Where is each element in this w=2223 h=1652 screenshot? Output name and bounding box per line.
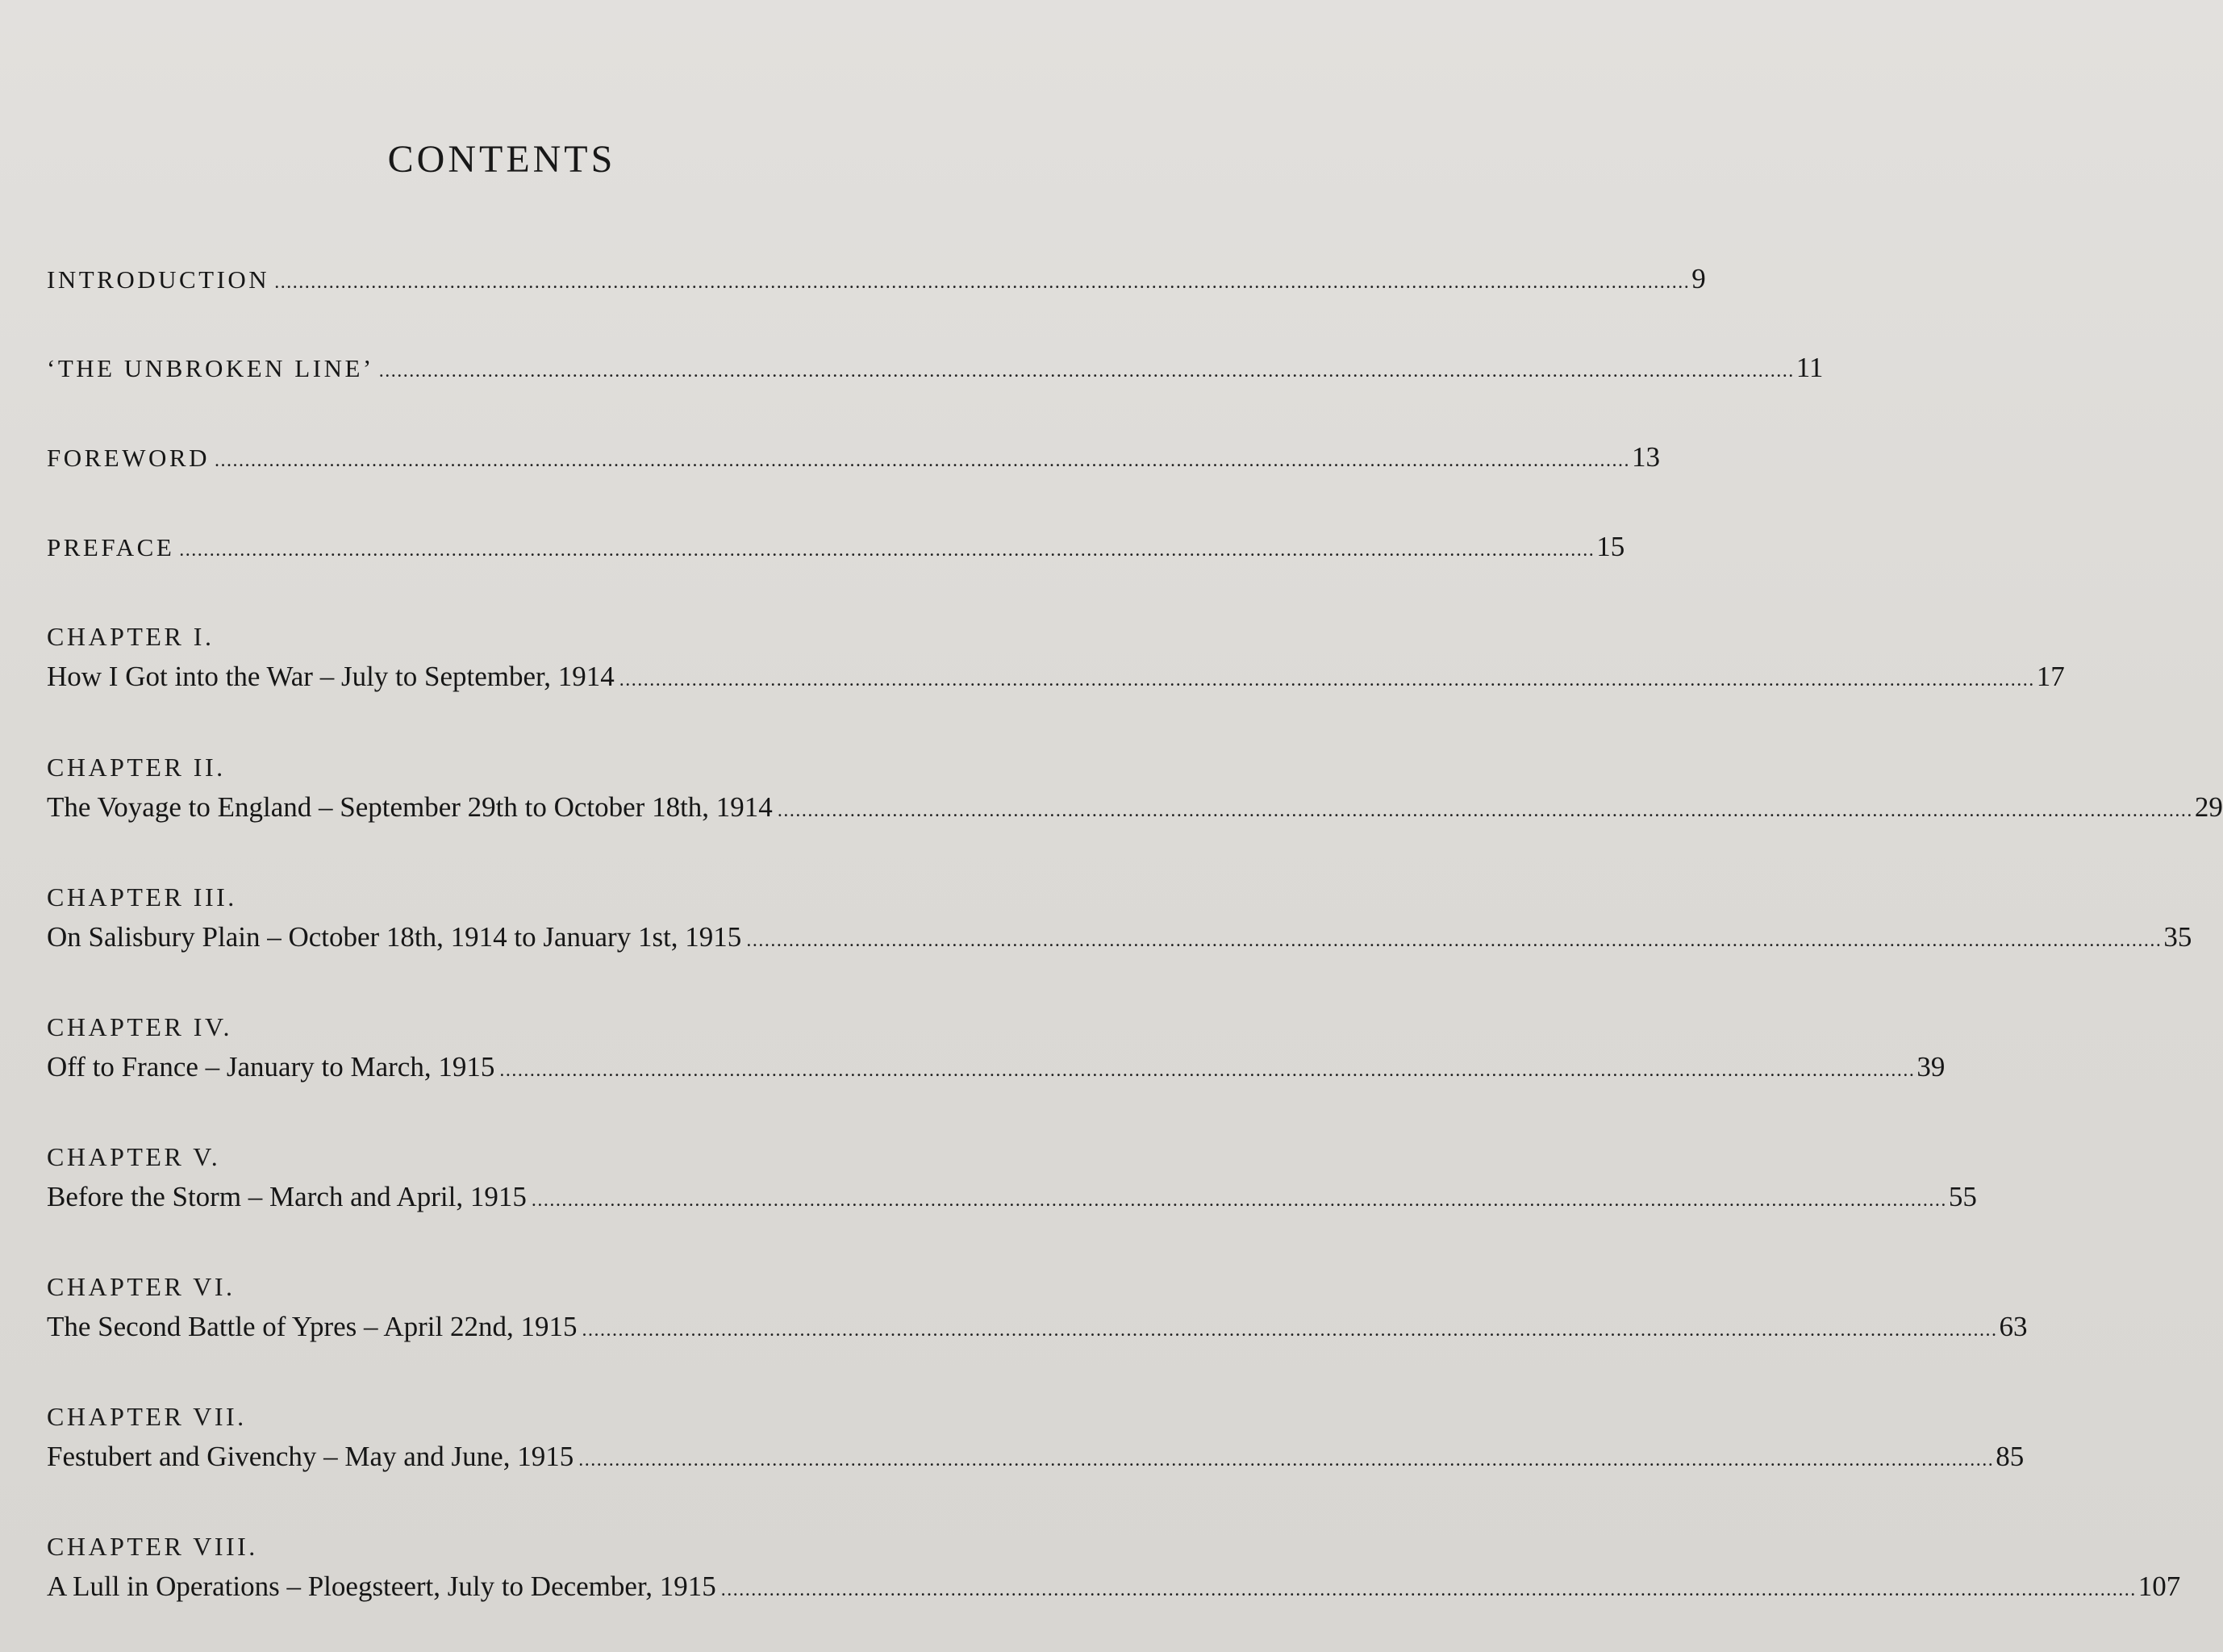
toc-line [47,1178,1977,1216]
page-number: 13 [1631,441,1660,473]
chapter-title: Festubert and Givenchy – May and June, 1915 [47,1441,574,1472]
page-number: 11 [1796,352,1824,383]
chapter-label: CHAPTER III. [47,882,237,912]
toc-line [47,438,1660,478]
dot-leader: .......................................................................................................................................................................................................................................... [531,1190,1947,1211]
toc-line [47,348,1824,388]
dot-leader: .......................................................................................................................................................................................................................................... [378,361,1795,382]
entry-title: FOREWORD [47,444,210,472]
dot-leader: .......................................................................................................................................................................................................................................... [274,272,1691,293]
toc-entry-chapter-6 [47,1270,2028,1346]
chapter-title: A Lull in Operations – Ploegsteert, July to December, 1915 [47,1571,716,1602]
toc-line [47,528,1625,567]
dot-leader: .......................................................................................................................................................................................................................................... [578,1450,1995,1471]
chapter-title: Before the Storm – March and April, 1915 [47,1181,527,1212]
page-number: 15 [1596,531,1625,562]
chapter-title: The Second Battle of Ypres – April 22nd, 1915 [47,1311,578,1342]
dot-leader: .......................................................................................................................................................................................................................................... [777,800,2193,821]
page-title: CONTENTS [387,138,616,181]
page-number: 85 [1996,1441,2025,1472]
toc-line [47,1567,2181,1606]
toc-entry-chapter-5 [47,1141,1977,1216]
toc-entry-chapter-1 [47,620,2065,696]
toc-entry-chapter-4 [47,1011,1946,1087]
dot-leader: .......................................................................................................................................................................................................................................... [746,930,2163,951]
chapter-title: Off to France – January to March, 1915 [47,1051,495,1083]
toc-entry-unbroken-line [47,348,1824,388]
dot-leader: .......................................................................................................................................................................................................................................... [499,1060,1916,1081]
toc-line [47,1308,2028,1346]
chapter-label: CHAPTER VIII. [47,1532,258,1561]
page-number: 35 [2163,921,2192,953]
entry-title: INTRODUCTION [47,265,270,294]
page-number: 29 [2194,791,2223,823]
chapter-title: On Salisbury Plain – October 18th, 1914 to January 1st, 1915 [47,921,742,953]
toc-line [47,918,2192,957]
page-number: 17 [2036,661,2065,692]
dot-leader: .......................................................................................................................................................................................................................................... [619,670,2035,690]
chapter-label: CHAPTER V. [47,1142,221,1171]
dot-leader: .......................................................................................................................................................................................................................................... [582,1320,1998,1341]
toc-line [47,1437,2025,1476]
dot-leader: .......................................................................................................................................................................................................................................... [214,450,1630,471]
toc-line [47,1048,1946,1087]
page-number: 107 [2138,1571,2181,1602]
entry-title: PREFACE [47,533,175,561]
toc-entry-chapter-8 [47,1530,2181,1606]
chapter-label: CHAPTER VII. [47,1402,247,1431]
toc-entry-chapter-3 [47,881,2192,957]
chapter-label: CHAPTER II. [47,753,226,782]
toc-line [47,788,2223,827]
entry-title: ‘THE UNBROKEN LINE’ [47,354,374,382]
page-number: 55 [1948,1181,1977,1212]
toc-line [47,260,1706,299]
chapter-title: How I Got into the War – July to September, 1914 [47,661,615,692]
chapter-label: CHAPTER VI. [47,1272,236,1301]
page-number: 39 [1916,1051,1946,1083]
chapter-label: CHAPTER I. [47,622,215,651]
chapter-title: The Voyage to England – September 29th to October 18th, 1914 [47,791,773,823]
page-number: 63 [1999,1311,2028,1342]
page-number: 9 [1691,263,1706,294]
dot-leader: .......................................................................................................................................................................................................................................... [179,540,1595,561]
dot-leader: .......................................................................................................................................................................................................................................... [720,1579,2137,1600]
toc-entry-foreword [47,438,1660,478]
toc-entry-introduction [47,260,1706,299]
chapter-label: CHAPTER IV. [47,1012,232,1041]
toc-entry-preface [47,528,1625,567]
toc-entry-chapter-2 [47,751,2223,827]
toc-line [47,657,2065,696]
toc-entry-chapter-7 [47,1400,2025,1476]
